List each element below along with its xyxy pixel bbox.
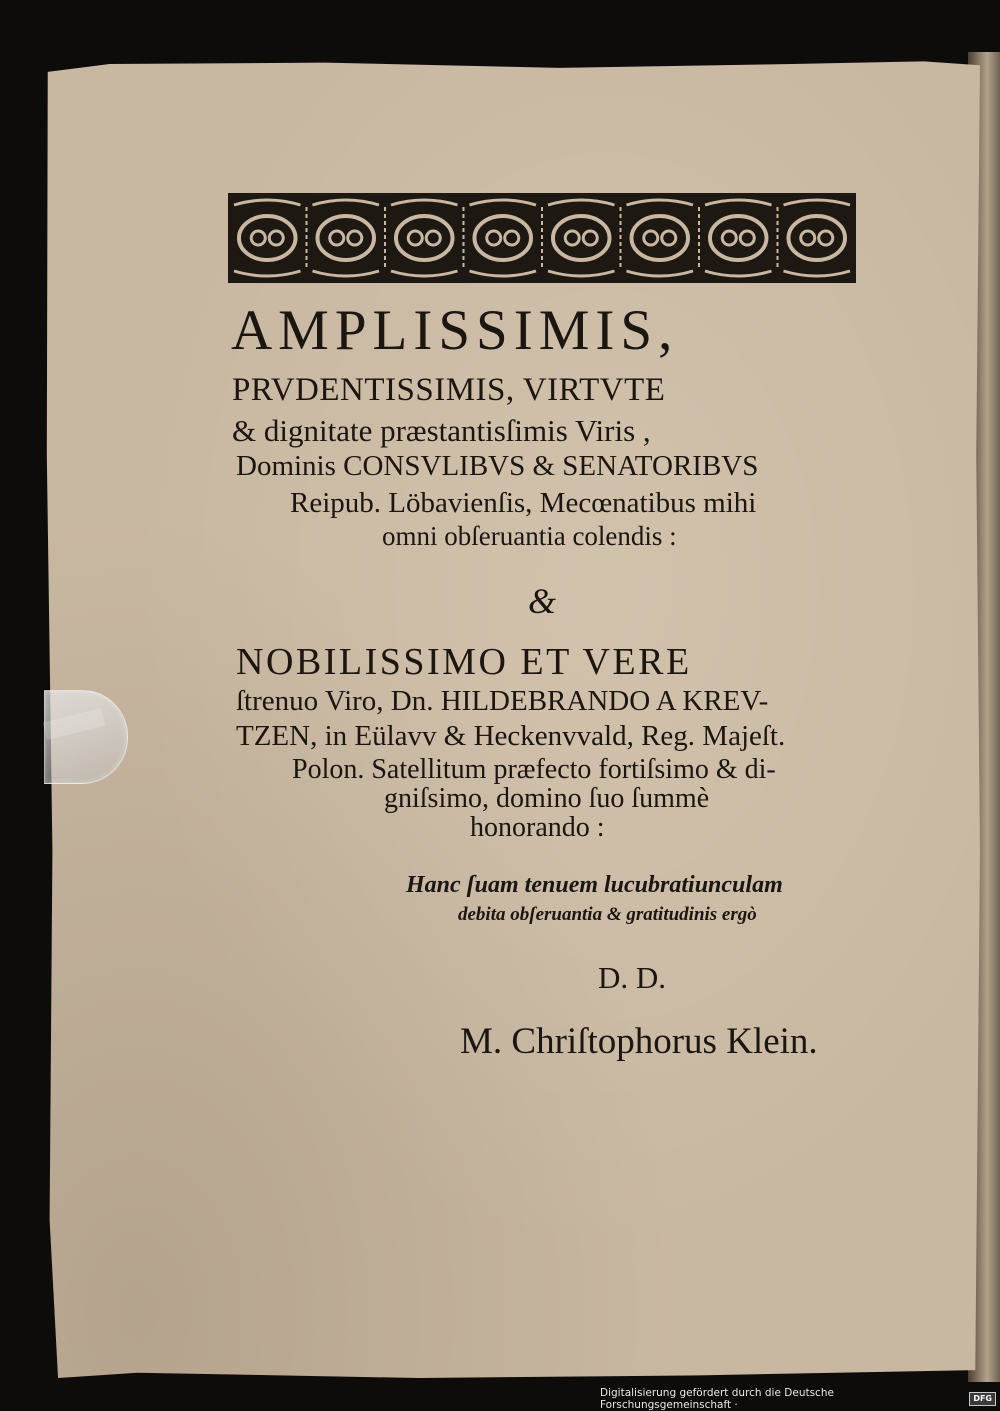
dedication-line-11: gniſsimo, domino ſuo ſummè — [384, 783, 710, 814]
dedication-line-12: honorando : — [470, 812, 605, 843]
author-name: M. Chriſtophorus Klein. — [460, 1021, 818, 1062]
footer-credit-text: Digitalisierung gefördert durch die Deutsche Forschungsgemeinschaft · — [600, 1386, 834, 1411]
dedication-title: AMPLISSIMIS, — [231, 299, 679, 362]
italic-line-2: debita obſeruantia & gratitudinis ergò — [458, 904, 757, 925]
dedication-line-9: TZEN, in Eülavv & Heckenvvald, Reg. Majeſt. — [236, 720, 786, 752]
dedication-line-3: & dignitate præstantisſimis Viris , — [232, 413, 651, 448]
dedication-line-10: Polon. Satellitum præfecto fortiſsimo & di- — [292, 754, 776, 785]
dedication-line-4: Dominis CONSVLIBVS & SENATORIBVS — [236, 450, 759, 482]
dedication-caps-line: PRVDENTISSIMIS, VIRTVTE — [232, 372, 666, 408]
ampersand-ornament: & — [528, 581, 557, 621]
nobilissimo-line: NOBILISSIMO ET VERE — [236, 641, 692, 683]
dfg-logo: DFG — [969, 1392, 996, 1406]
italic-line-1: Hanc ſuam tenuem lucubratiunculam — [406, 872, 783, 898]
dedication-line-8: ſtrenuo Viro, Dn. HILDEBRANDO A KREV- — [236, 685, 769, 717]
dd-line: D. D. — [598, 960, 667, 995]
dedication-line-6: omni obſeruantia colendis : — [382, 521, 677, 551]
digitization-credit-footer — [600, 1386, 1000, 1411]
dedication-line-5: Reipub. Löbavienſis, Mecœnatibus mihi — [290, 487, 757, 519]
ornament-svg — [228, 193, 856, 283]
decorative-ornament-band — [228, 193, 856, 283]
